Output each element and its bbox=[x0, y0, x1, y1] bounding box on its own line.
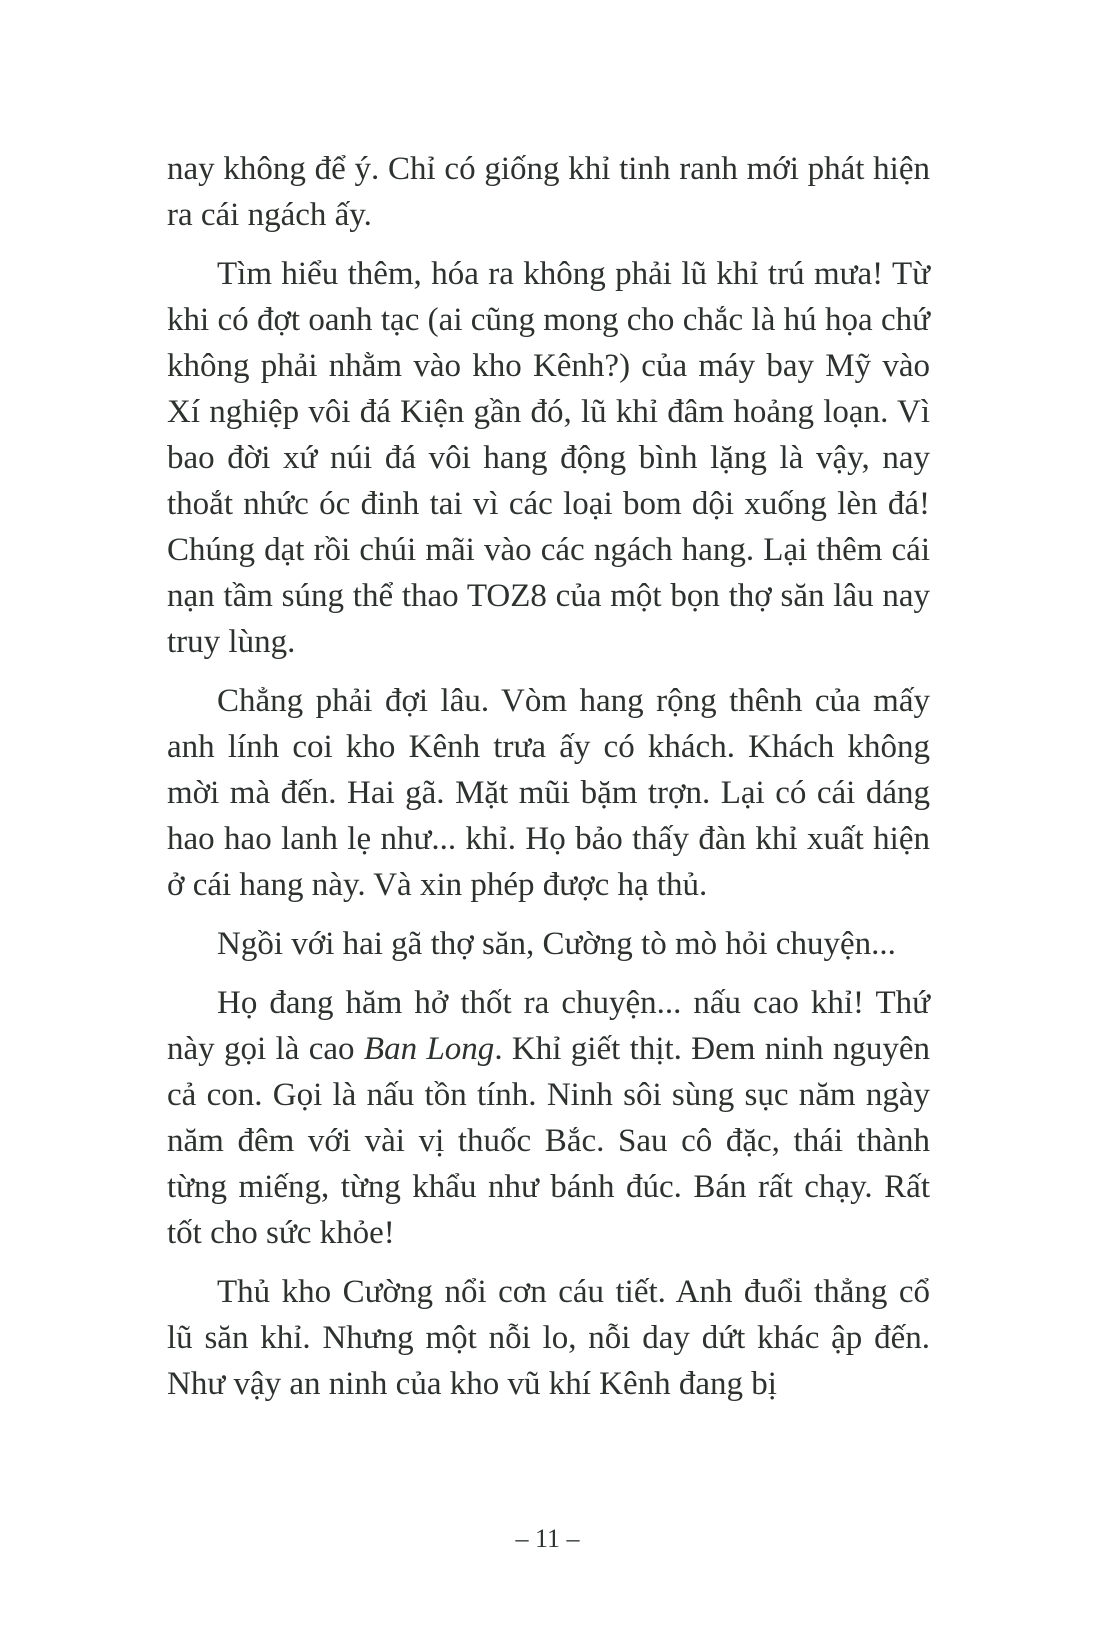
book-page-text-block bbox=[167, 146, 930, 1420]
paragraph-nau-cao-khi-before: Họ đang hăm hở thốt ra chuyện... nấu cao khỉ! Thứ này gọi là cao bbox=[167, 985, 930, 1067]
paragraph-nau-cao-khi-after: . Khỉ giết thịt. Đem ninh nguyên cả con. Gọi là nấu tồn tính. Ninh sôi sùng sục năm ngày năm đêm với vài vị thuốc Bắc. Sau cô đặc, thái thành từng miếng, từng khẩu như bánh đúc. Bán rất chạy. Rất tốt cho sức khỏe! bbox=[167, 1031, 930, 1251]
paragraph-nau-cao-khi bbox=[167, 980, 930, 1256]
page-number: – 11 – bbox=[515, 1524, 580, 1553]
paragraph-chang-phai-doi-lau: Chẳng phải đợi lâu. Vòm hang rộng thênh của mấy anh lính coi kho Kênh trưa ấy có khách. Khách không mời mà đến. Hai gã. Mặt mũi bặm trợn. Lại có cái dáng hao hao lanh lẹ như... khỉ. Họ bảo thấy đàn khỉ xuất hiện ở cái hang này. Và xin phép được hạ thủ. bbox=[167, 683, 930, 903]
paragraph-continuation: nay không để ý. Chỉ có giống khỉ tinh ranh mới phát hiện ra cái ngách ấy. bbox=[167, 151, 930, 233]
ban-long-italic-text: Ban Long bbox=[363, 1031, 495, 1067]
paragraph-tim-hieu-them: Tìm hiểu thêm, hóa ra không phải lũ khỉ trú mưa! Từ khi có đợt oanh tạc (ai cũng mong cho chắc là hú họa chứ không phải nhằm vào kho Kênh?) của máy bay Mỹ vào Xí nghiệp vôi đá Kiện gần đó, lũ khỉ đâm hoảng loạn. Vì bao đời xứ núi đá vôi hang động bình lặng là vậy, nay thoắt nhức óc đinh tai vì các loại bom dội xuống lèn đá! Chúng dạt rồi chúi mãi vào các ngách hang. Lại thêm cái nạn tầm súng thể thao TOZ8 của một bọn thợ săn lâu nay truy lùng. bbox=[167, 256, 930, 660]
paragraph-thu-kho-cuong: Thủ kho Cường nổi cơn cáu tiết. Anh đuổi thẳng cổ lũ săn khỉ. Nhưng một nỗi lo, nỗi day dứt khác ập đến. Như vậy an ninh của kho vũ khí Kênh đang bị bbox=[167, 1274, 930, 1402]
paragraph-ngoi-voi-hai-ga: Ngồi với hai gã thợ săn, Cường tò mò hỏi chuyện... bbox=[217, 926, 896, 962]
